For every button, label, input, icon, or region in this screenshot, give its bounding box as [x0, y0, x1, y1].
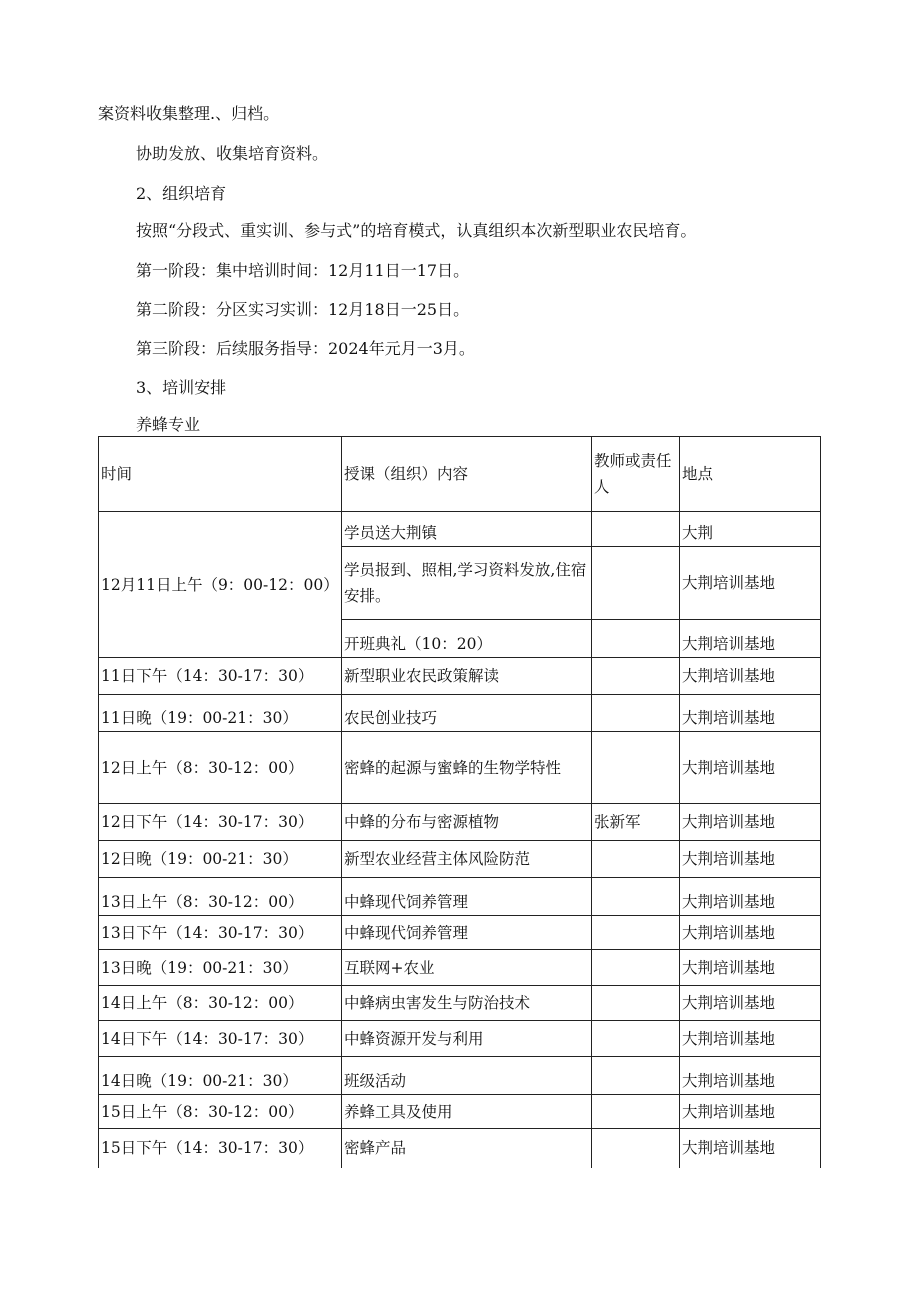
- time-cell: 14日晚（19：00-21：30）: [99, 1057, 342, 1095]
- table-row: [99, 1095, 821, 1129]
- place-cell: 大荆: [680, 512, 821, 547]
- content-cell: 农民创业技巧: [342, 695, 592, 732]
- teacher-cell: [592, 1129, 680, 1168]
- time-cell: 12日上午（8：30-12：00）: [99, 732, 342, 804]
- paragraph-mode: 按照“分段式、重实训、参与式”的培育模式，认真组织本次新型职业农民培育。: [136, 221, 697, 240]
- table-row: [99, 804, 821, 841]
- section-heading-schedule: 3、培训安排: [136, 378, 227, 397]
- training-schedule-table: [98, 436, 821, 1168]
- content-cell: 新型农业经营主体风险防范: [342, 841, 592, 878]
- teacher-cell: [592, 620, 680, 658]
- time-cell: 14日上午（8：30-12：00）: [99, 986, 342, 1021]
- content-cell: 班级活动: [342, 1057, 592, 1095]
- place-cell: 大荆培训基地: [680, 620, 821, 658]
- section-heading-organize: 2、组织培育: [136, 184, 227, 203]
- place-cell: 大荆培训基地: [680, 986, 821, 1021]
- content-cell: 学员送大荆镇: [342, 512, 592, 547]
- content-cell: 养蜂工具及使用: [342, 1095, 592, 1129]
- place-cell: 大荆培训基地: [680, 804, 821, 841]
- place-cell: 大荆培训基地: [680, 732, 821, 804]
- teacher-cell: [592, 916, 680, 950]
- teacher-cell: [592, 732, 680, 804]
- table-row: [99, 878, 821, 916]
- time-cell: 12日下午（14：30-17：30）: [99, 804, 342, 841]
- table-row: [99, 986, 821, 1021]
- content-cell: 中蜂病虫害发生与防治技术: [342, 986, 592, 1021]
- content-cell: 中蜂现代饲养管理: [342, 878, 592, 916]
- teacher-cell: [592, 950, 680, 986]
- time-cell: 11日晚（19：00-21：30）: [99, 695, 342, 732]
- teacher-cell: [592, 878, 680, 916]
- place-cell: 大荆培训基地: [680, 950, 821, 986]
- paragraph-stage-2: 第二阶段：分区实习实训：12月18日一25日。: [136, 300, 470, 319]
- table-row: [99, 1057, 821, 1095]
- time-cell: 15日下午（14：30-17：30）: [99, 1129, 342, 1168]
- time-cell: 12日晚（19：00-21：30）: [99, 841, 342, 878]
- teacher-cell: [592, 986, 680, 1021]
- place-cell: 大荆培训基地: [680, 1021, 821, 1057]
- paragraph-assist: 协助发放、收集培育资料。: [136, 144, 329, 163]
- teacher-cell: 张新军: [592, 804, 680, 841]
- header-content: 授课（组织）内容: [342, 437, 592, 512]
- paragraph-stage-3: 第三阶段：后续服务指导：2024年元月一3月。: [136, 339, 475, 358]
- time-cell: 13日晚（19：00-21：30）: [99, 950, 342, 986]
- teacher-cell: [592, 695, 680, 732]
- table-row: [99, 841, 821, 878]
- place-cell: 大荆培训基地: [680, 1095, 821, 1129]
- place-cell: 大荆培训基地: [680, 547, 821, 620]
- header-teacher: 教师或责任人: [592, 437, 680, 512]
- place-cell: 大荆培训基地: [680, 1057, 821, 1095]
- teacher-cell: [592, 658, 680, 695]
- content-cell: 密蜂的起源与蜜蜂的生物学特性: [342, 732, 592, 804]
- table-row: [99, 658, 821, 695]
- teacher-cell: [592, 512, 680, 547]
- table-row: [99, 950, 821, 986]
- paragraph-stage-1: 第一阶段：集中培训时间：12月11日一17日。: [136, 261, 470, 280]
- teacher-cell: [592, 841, 680, 878]
- content-cell: 互联网+农业: [342, 950, 592, 986]
- place-cell: 大荆培训基地: [680, 916, 821, 950]
- place-cell: 大荆培训基地: [680, 658, 821, 695]
- time-cell: 12月11日上午（9：00-12：00）: [99, 512, 342, 658]
- teacher-cell: [592, 1095, 680, 1129]
- content-cell: 中蜂资源开发与利用: [342, 1021, 592, 1057]
- content-cell: 开班典礼（10：20）: [342, 620, 592, 658]
- table-row: [99, 695, 821, 732]
- time-cell: 15日上午（8：30-12：00）: [99, 1095, 342, 1129]
- place-cell: 大荆培训基地: [680, 841, 821, 878]
- place-cell: 大荆培训基地: [680, 695, 821, 732]
- place-cell: 大荆培训基地: [680, 1129, 821, 1168]
- content-cell: 中蜂现代饲养管理: [342, 916, 592, 950]
- paragraph-archive: 案资料收集整理.、归档。: [98, 104, 280, 123]
- time-cell: 13日下午（14：30-17：30）: [99, 916, 342, 950]
- content-cell: 密蜂产品: [342, 1129, 592, 1168]
- content-cell: 新型职业农民政策解读: [342, 658, 592, 695]
- time-cell: 14日下午（14：30-17：30）: [99, 1021, 342, 1057]
- header-time: 时间: [99, 437, 342, 512]
- content-cell: 学员报到、照相,学习资料发放,住宿安排。: [342, 547, 592, 620]
- table-row: [99, 916, 821, 950]
- table-row: [99, 512, 821, 547]
- table-row: [99, 1129, 821, 1168]
- time-cell: 11日下午（14：30-17：30）: [99, 658, 342, 695]
- teacher-cell: [592, 1057, 680, 1095]
- table-header-row: [99, 437, 821, 512]
- teacher-cell: [592, 547, 680, 620]
- content-cell: 中蜂的分布与密源植物: [342, 804, 592, 841]
- place-cell: 大荆培训基地: [680, 878, 821, 916]
- table-row: [99, 1021, 821, 1057]
- table-row: [99, 732, 821, 804]
- header-place: 地点: [680, 437, 821, 512]
- table-caption: 养蜂专业: [136, 415, 201, 434]
- time-cell: 13日上午（8：30-12：00）: [99, 878, 342, 916]
- teacher-cell: [592, 1021, 680, 1057]
